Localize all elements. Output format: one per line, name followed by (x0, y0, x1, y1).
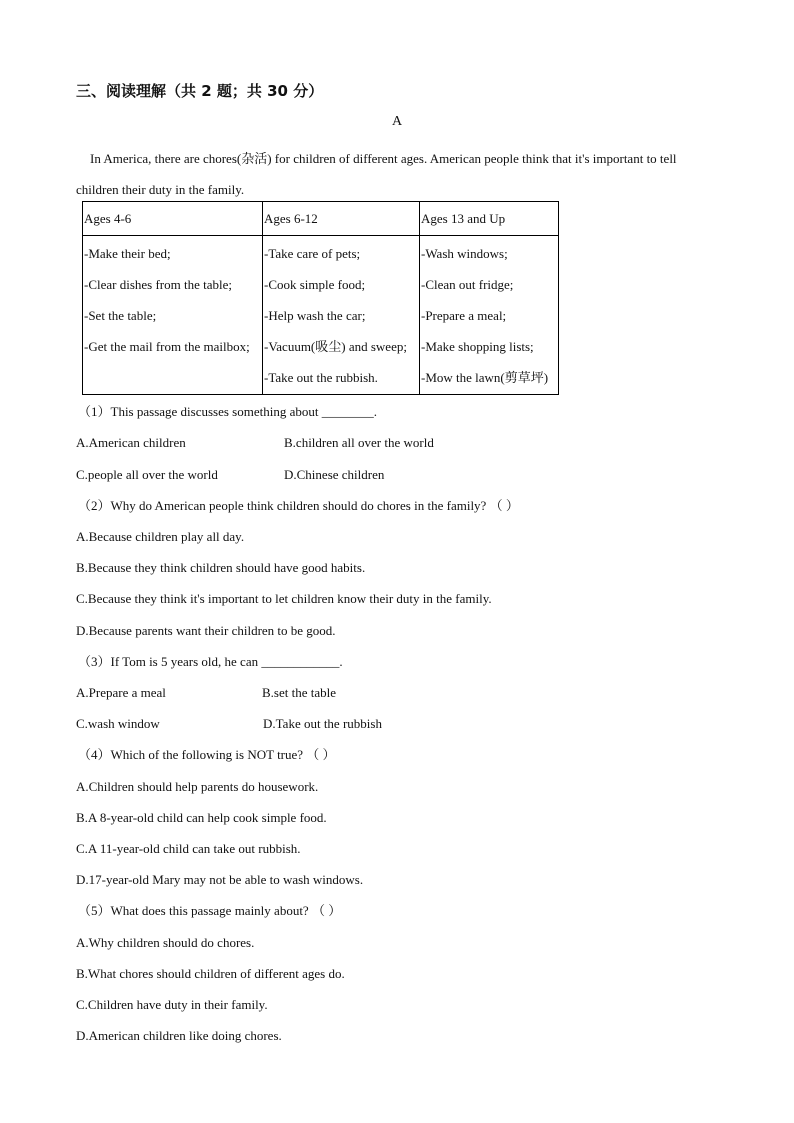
chore-item: -Wash windows; (421, 246, 508, 261)
question-5-stem: （5）What does this passage mainly about? （ ） (78, 903, 342, 918)
chore-item: -Get the mail from the mailbox; (84, 339, 250, 354)
chores-ages-4-6 (83, 236, 263, 395)
question-4-option-d[interactable]: D.17-year-old Mary may not be able to wash windows. (76, 872, 364, 887)
question-1-option-c[interactable]: C.people all over the world (76, 467, 218, 482)
chore-item: -Make their bed; (84, 246, 171, 261)
question-1-stem: （1）This passage discusses something about ________. (78, 404, 377, 419)
chore-item: -Help wash the car; (264, 308, 366, 323)
question-5-option-d[interactable]: D.American children like doing chores. (76, 1028, 282, 1043)
question-1-option-a[interactable]: A.American children (76, 435, 186, 450)
header-ages-6-12: Ages 6-12 (263, 202, 420, 236)
question-2-option-c[interactable]: C.Because they think it's important to let children know their duty in the family. (76, 591, 492, 606)
question-3-options-row-1 (76, 677, 736, 708)
chore-item: -Mow the lawn(剪草坪) (421, 370, 549, 385)
chore-item: -Clean out fridge; (421, 277, 514, 292)
header-ages-4-6: Ages 4-6 (83, 202, 263, 236)
question-3-options-row-2 (76, 708, 736, 739)
question-3-option-a[interactable]: A.Prepare a meal (76, 685, 166, 700)
question-3-option-c[interactable]: C.wash window (76, 716, 160, 731)
chore-item: -Make shopping lists; (421, 339, 534, 354)
question-1-option-d[interactable]: D.Chinese children (284, 467, 385, 482)
question-1-options-row-2 (76, 459, 736, 490)
section-title: 三、阅读理解（共 2 题；共 30 分） (76, 82, 324, 100)
chore-item: -Vacuum(吸尘) and sweep; (264, 339, 407, 354)
chore-item: -Set the table; (84, 308, 157, 323)
question-3-option-b[interactable]: B.set the table (262, 685, 337, 700)
question-4-option-c[interactable]: C.A 11-year-old child can take out rubbish. (76, 841, 301, 856)
table-header-row (83, 202, 559, 236)
table-row (83, 236, 559, 395)
question-2-option-a[interactable]: A.Because children play all day. (76, 529, 245, 544)
chores-ages-13-up (420, 236, 559, 395)
chores-table (82, 201, 559, 395)
question-2-stem: （2）Why do American people think children should do chores in the family? （ ） (78, 498, 519, 513)
question-5-option-c[interactable]: C.Children have duty in their family. (76, 997, 268, 1012)
header-ages-13-up: Ages 13 and Up (420, 202, 559, 236)
question-5-option-a[interactable]: A.Why children should do chores. (76, 935, 255, 950)
chore-item: -Take out the rubbish. (264, 370, 378, 385)
question-5-option-b[interactable]: B.What chores should children of different ages do. (76, 966, 345, 981)
question-3-option-d[interactable]: D.Take out the rubbish (263, 716, 382, 731)
passage-label: A (391, 114, 403, 129)
question-4-option-a[interactable]: A.Children should help parents do housework. (76, 779, 319, 794)
chore-item: -Prepare a meal; (421, 308, 507, 323)
passage-intro: In America, there are chores(杂活) for children of different ages. American people think that it's important to tell children their duty in the family. (76, 151, 677, 197)
question-1-option-b[interactable]: B.children all over the world (284, 435, 434, 450)
question-2-option-d[interactable]: D.Because parents want their children to be good. (76, 623, 336, 638)
question-4-option-b[interactable]: B.A 8-year-old child can help cook simple food. (76, 810, 327, 825)
question-3-stem: （3）If Tom is 5 years old, he can ____________. (78, 654, 343, 669)
chore-item: -Cook simple food; (264, 277, 366, 292)
question-2-option-b[interactable]: B.Because they think children should have good habits. (76, 560, 366, 575)
chores-ages-6-12 (263, 236, 420, 395)
chore-item: -Take care of pets; (264, 246, 361, 261)
question-1-options-row-1 (76, 427, 736, 458)
chore-item: -Clear dishes from the table; (84, 277, 233, 292)
question-4-stem: （4）Which of the following is NOT true? （ ） (78, 747, 336, 762)
